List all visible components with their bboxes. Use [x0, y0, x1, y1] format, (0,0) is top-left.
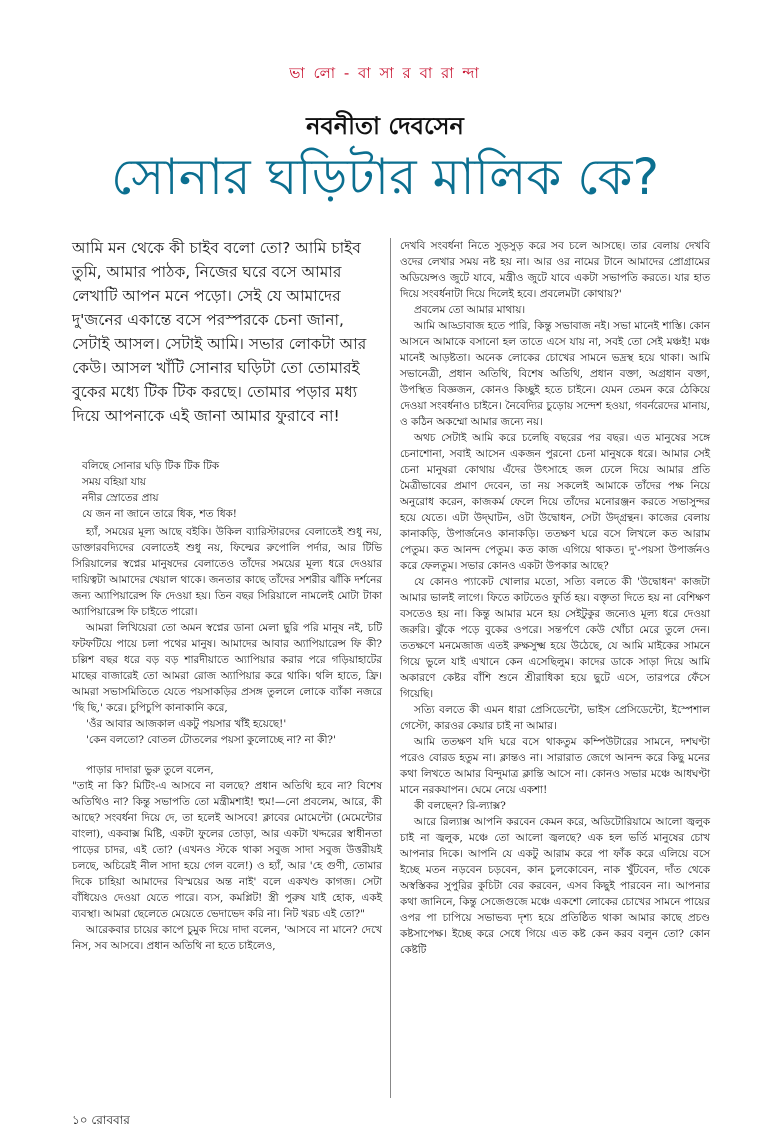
- author-name: নবনীতা দেবসেন: [306, 112, 464, 140]
- body-paragraph: আমি ততক্ষণ যদি ঘরে বসে থাকতুম কম্পিউটারের সামনে, দশঘণ্টা পরেও বোরড হতুম না। ক্লান্তও না। সারারাত জেগে আনন্দ করে কিছু মনের কথা লিখতে আমার বিন্দুমাত্র ক্লান্তি আসে না। কোনও সভার মঞ্চে আধঘণ্টা মানে নরকযাপন। ঘেমে নেয়ে একশা!: [400, 736, 710, 796]
- body-paragraph: সত্যি বলতে কী এমন ধারা প্রেসিডেন্টো, ভাইস প্রেসিডেন্টো, ইস্পেশাল গেস্টো, কারওর কেয়ার চাই না আমার।: [400, 704, 710, 732]
- quote-line: 'ওঁর আবার আজকাল একটু পয়সার খাঁই হয়েছে!': [86, 718, 287, 730]
- poem-line: বলিছে সোনার ঘড়ি টিক টিক টিক: [82, 460, 220, 472]
- body-paragraph: আরে রিল্যাক্স আপনি করবেন কেমন করে, অডিটোরিয়ামে আলো জ্বলুক চাই না জ্বলুক, মঞ্চে তো আলো জ্বলছে? এক হল ভর্তি মানুষের চোখ আপনার দিকে। আপনি যে একটু আরাম করে পা ফাঁক করে এলিয়ে বসে ইচ্ছে মতন নড়বেন চড়বেন, কান চুলকোবেন, নাক খুঁটবেন, দাঁত থেকে অস্বস্তিকর সুপুরির কুচিটা বের করবেন, এসব কিছুই পারবেন না। আপনার কথা জানিনে, কিন্তু সেজেগুজে মঞ্চে একশো লোকের চোখের সামনে পায়ের ওপর পা চাপিয়ে সভাভব্য দৃশ্য হয়ে প্রতিষ্ঠিত থাকা আমার কাছে প্রচণ্ড কষ্টসাপেক্ষ। ইচ্ছে করে সেধে গিয়ে এত কষ্ট কেন করব বলুন তো? কোন কেষ্টটি: [400, 816, 710, 956]
- article-title: সোনার ঘড়িটার মালিক কে?: [110, 148, 660, 206]
- body-paragraph: প্রবলেম তো আমার মাথায়।: [414, 304, 526, 316]
- body-paragraph: দেখবি সংবর্ধনা নিতে সুড়সুড় করে সব চলে আসছে। তার বেলায় দেখবি ওদের লেখার সময় নষ্ট হয় না। আর ওর নামের টানে আমাদের প্রোগ্রামের অডিয়েন্সও জুটে যাবে, মন্ত্রীও জুটে যাবে একটা সভাপতি করতে। যার হাত দিয়ে সংবর্ধনাটা দিয়ে দিলেই হবে। প্রবলেমটা কোথায়?': [400, 240, 710, 300]
- body-paragraph: অথচ সেটাই আমি করে চলেছি বছরের পর বছর। এত মানুষের সঙ্গে চেনাশোনা, সবাই আসেন একজন পুরনো চেনা মানুষকে ধরে। আমার সেই চেনা মানুষরা কোথায় এঁদের উৎসাহে জল ঢেলে দিয়ে আমার প্রতি মৈত্রীভাবের প্রমাণ দেবেন, তা নয় সকলেই আমাকে তাঁদের পক্ষ নিয়ে অনুরোধ করেন, কাজকর্ম ফেলে দিয়ে তাঁদের মনোরঞ্জন করতে সভাসুন্দর হয়ে যেতে। এটা উদ্‌ঘাটন, ওটা উদ্বোধন, সেটা উদ্‌গ্রন্থন। কাজের বেলায় কানাকড়ি, উপার্জনেও কানাকড়ি। ততক্ষণ ঘরে বসে লিখলে কত আরাম পেতুম। কত আনন্দ পেতুম। কত কাজ এগিয়ে থাকত। দু'-পয়সা উপার্জনও করে ফেলতুম। সভার কোনও একটা উপকার আছে?: [400, 432, 710, 572]
- body-paragraph: কী বলছেন? রি-ল্যাক্স?: [414, 800, 506, 812]
- page-footer: ১০ রোববার: [72, 1113, 130, 1127]
- poem-line: নদীর স্রোতের প্রায়: [82, 492, 159, 504]
- poem-block: [82, 458, 382, 522]
- poem-line: যে জন না জানে তারে ধিক, শত ধিক!: [82, 508, 237, 520]
- section-kicker: ভা লো - বা সা র বা রা ন্দা: [289, 64, 481, 82]
- body-paragraph: যে কোনও প্যাকেট খোলার মতো, সত্যি বলতে কী 'উদ্বোধন' কাজটা আমার ভালই লাগে। ফিতে কাটতেও ফুর্তি হয়। বক্তৃতা দিতে হয় না বেশিক্ষণ বসতেও হয় না। কিন্তু আমার মনে হয় সেইটুকুর জন্যেও মূল্য ধরে দেওয়া জরুরি। ঝুঁকে পড়ে বুকের ওপরে। সন্তর্পণে কেউ খোঁচা মেরে তুলে দেন। ততক্ষণে মনমেজাজ এতই রুক্ষসুক্ষ্ম হয়ে উঠেছে, যে আমি মাইকের সামনে গিয়ে ভুলে যাই এখানে কেন এসেছিলুম। কাদের ডাকে সাড়া দিয়ে আমি অকারণে কেষ্টর বাঁশি শুনে শ্রীরাধিকা হয়ে ছুটে এসে, তারপরে ফেঁসে গিয়েছি।: [400, 576, 710, 700]
- body-paragraph: আমরা লিখিয়েরা তো অমন স্বপ্নের ডানা মেলা ছুরি পরি মানুষ নই, চটি ফটফটিয়ে পায়ে চলা পথের মানুষ। আমাদের আবার অ্যাপিয়ারেন্স ফি কী? চল্লিশ বছর ধরে বড় বড় শারদীয়াতে অ্যাপিয়ার করার পরে গড়িয়াহাটের মাছের বাজারেই তো আমরা রোজ অ্যাপিয়ার করে থাকি। থলি হাতে, ফ্রি। আমরা সভাসমিতিতে যেতে পয়সাকড়ির প্রসঙ্গ তুললে লোকে ব্যাঁকা নজরে 'ছি ছি,' করে। চুপিচুপি কানাকানি করে,: [72, 622, 382, 714]
- body-paragraph: পাড়ার দাদারা ভুরু তুলে বলেন,: [86, 764, 214, 776]
- quote-line: 'কেন বলতো? বোতল টোতলের পয়সা কুলোচ্ছে না? না কী?': [86, 734, 336, 746]
- body-paragraph: আমি আড্ডাবাজ হতে পারি, কিন্তু সভাবাজ নই। সভা মানেই শাস্তি। কোন আসনে আমাকে বসানো হল তাতে এসে যায় না, সবই তো সেই মঞ্চই! মঞ্চ মানেই আড়ষ্টতা। অনেক লোকের চোখের সামনে ভদ্রস্থ হয়ে থাকা। আমি সভানেত্রী, প্রধান অতিথি, বিশেষ অতিথি, প্রধান বক্তা, অগ্রধান বক্তা, উপস্থিত বিজ্ঞজন, কোনও কিচ্ছুই হতে চাইনে। যেমন তেমন করে ঠেকিয়ে দেওয়া সংবর্ধনাও চাইনে। নৈবেদ্যির চুড়োয় সন্দেশ হওয়া, গবর্নরেদের মানায়, ও কঠিন অকম্মো আমার জন্যে নয়।: [400, 320, 710, 428]
- body-paragraph: আরেকবার চায়ের কাপে চুমুক দিয়ে দাদা বলেন, 'আসবে না মানে? দেখে নিস, সব আসবে। প্রধান অতিথি না হতে চাইলেও,: [72, 924, 382, 952]
- body-paragraph: হ্যাঁ, সময়ের মূল্য আছে বইকি। উকিল ব্যারিস্টারদের বেলাতেই শুধু নয়, ডাক্তারবদ্যিদের বেলাতেই শুধু নয়, ফিল্মের রুপোলি পর্দার, আর টিভি সিরিয়ালের স্বপ্নের মানুষদের বেলাতেও তাঁদের সময়ের মূল্য ধরে দেওয়ার দায়িত্বটা আমাদের খেয়াল থাকে। জনতার কাছে তাঁদের সশরীর ঝাঁকি দর্শনের জন্য অ্যাপিয়ারেন্স ফি দেওয়া হয়। তিন বছর সিরিয়ালে নামলেই মোটা টাকা অ্যাপিয়ারেন্স ফি চাইতে পারো।: [72, 526, 382, 618]
- poem-line: সময় বহিয়া যায়: [82, 476, 146, 488]
- column-divider: [390, 238, 391, 1098]
- body-paragraph: "তাই না কি? মিটিং-এ আসবে না বলছে? প্রধান অতিথি হবে না? বিশেষ অতিথিও না? কিন্তু সভাপতি তো মন্ত্রীমশাই! হুম!—নো প্রবলেম, আরে, কী আছে? সংবর্ধনা দিয়ে দে, তা হলেই আসবে! ক্লাবের মোমেন্টো (মেমেন্টোর বাংলা), একবাক্স মিষ্টি, একটা ফুলের তোড়া, আর একটা খদ্দরের স্বাধীনতা পাড়ের চাদর, এই তো? (এখনও স্টকে থাকা সবুজ সাদা সবুজ উত্তরীয়ই চলছে, অচিরেই নীল সাদা হয়ে গেল বলে!) ও হ্যাঁ, আর 'হে গুণী, তোমার দিকে চাহিয়া আমাদের বিস্ময়ের অন্ত নাই' বলে একখণ্ড কাগজ। সেটা বাঁধিয়েও দেওয়া যেতে পারে। ব্যস, কমপ্লিট! স্ত্রী পুরুষ যাই হোক, একই ব্যবস্থা। আমরা ছেলেতে মেয়েতে ভেদাভেদ করি না। নিট খরচ এই তো?": [72, 780, 382, 920]
- right-column: [400, 238, 710, 958]
- left-column: [72, 458, 382, 954]
- intro-paragraph: আমি মন থেকে কী চাইব বলো তো? আমি চাইব তুমি, আমার পাঠক, নিজের ঘরে বসে আমার লেখাটি আপন মনে পড়ো। সেই যে আমাদের দু'জনের একান্তে বসে পরস্পরকে চেনা জানা, সেটাই আসল। সেটাই আমি। সভার লোকটা আর কেউ। আসল খাঁটি সোনার ঘড়িটা তো তোমারই বুকের মধ্যে টিক টিক করছে। তোমার পড়ার মধ্য দিয়ে আপনাকে এই জানা আমার ফুরাবে না!: [72, 239, 367, 425]
